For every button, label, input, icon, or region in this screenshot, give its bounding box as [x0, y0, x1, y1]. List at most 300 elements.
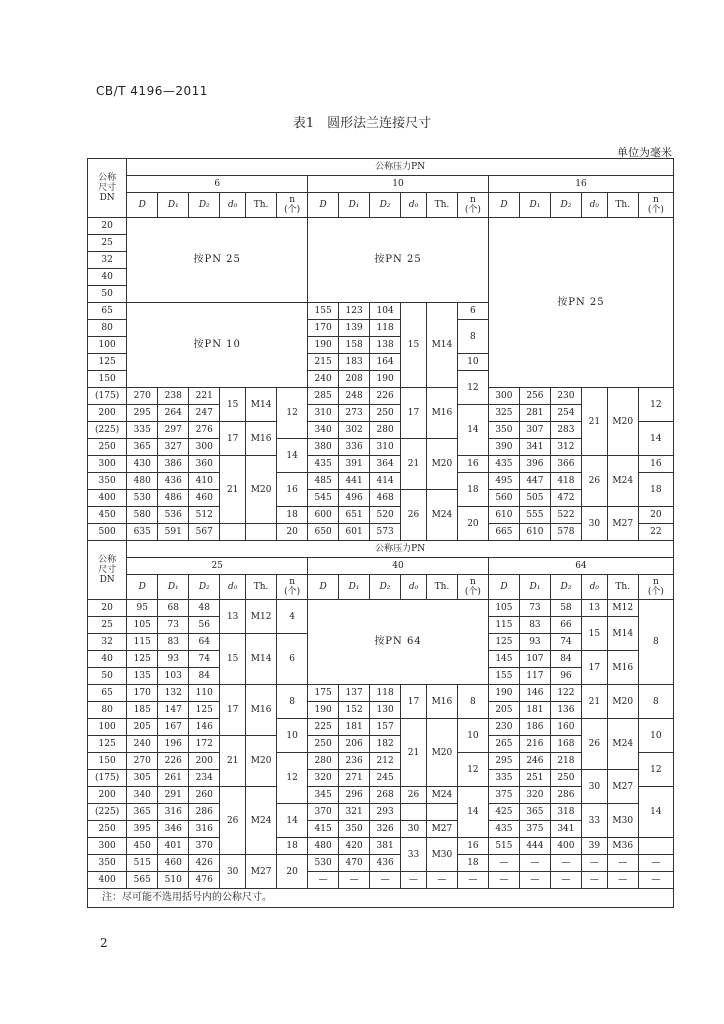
merged-cell: 14 — [638, 787, 673, 838]
table-cell: 256 — [519, 388, 550, 405]
column-label: D₁ — [158, 193, 189, 218]
table-row — [88, 218, 674, 235]
merged-cell: 12 — [457, 753, 488, 787]
table-cell: 283 — [550, 422, 581, 439]
table-cell: M36 — [607, 838, 638, 855]
table-cell: 425 — [488, 804, 519, 821]
table-cell: 145 — [488, 651, 519, 668]
table-cell: 300 — [189, 439, 220, 456]
merged-cell: M24 — [426, 490, 457, 541]
merged-cell: M20 — [246, 456, 277, 524]
merged-cell: 20 — [277, 855, 308, 889]
table-row — [88, 804, 674, 821]
table-cell: 364 — [370, 456, 401, 473]
table-cell: 366 — [550, 456, 581, 473]
table-cell: 158 — [339, 337, 370, 354]
merged-cell: 21 — [581, 685, 607, 719]
table-cell: 396 — [519, 456, 550, 473]
dn-cell: (175) — [88, 388, 127, 405]
table-cell: 95 — [127, 600, 158, 617]
dn-cell: 350 — [88, 855, 127, 872]
table-cell: 375 — [519, 821, 550, 838]
table-cell: 270 — [127, 388, 158, 405]
table-cell: 285 — [308, 388, 339, 405]
table-cell: 240 — [308, 371, 339, 388]
table-cell: 234 — [189, 770, 220, 787]
table-cell: M24 — [426, 787, 457, 804]
column-label: D₂ — [189, 193, 220, 218]
column-label: Th. — [246, 575, 277, 600]
table-cell: 125 — [189, 702, 220, 719]
table-cell: 341 — [550, 821, 581, 838]
merged-cell: 18 — [638, 473, 673, 507]
dn-cell: 20 — [88, 600, 127, 617]
merged-cell: 33 — [581, 804, 607, 838]
merged-cell: 4 — [277, 600, 308, 634]
column-label: Th. — [426, 575, 457, 600]
table-cell: 104 — [370, 303, 401, 320]
table-cell: 346 — [158, 821, 189, 838]
merged-cell — [220, 524, 246, 541]
table-cell: 591 — [158, 524, 189, 541]
table-cell: 326 — [370, 821, 401, 838]
table-cell: 6 — [457, 303, 488, 320]
table-cell: 276 — [189, 422, 220, 439]
table-row — [88, 855, 674, 872]
refer-note: 按PN 10 — [127, 303, 308, 388]
table-cell: 286 — [550, 787, 581, 804]
dn-cell: 150 — [88, 753, 127, 770]
dn-cell: 50 — [88, 286, 127, 303]
table-cell: 391 — [339, 456, 370, 473]
table-cell: 350 — [488, 422, 519, 439]
table-cell: 305 — [127, 770, 158, 787]
table-cell: 300 — [488, 388, 519, 405]
dn-cell: 400 — [88, 490, 127, 507]
table-cell: 73 — [519, 600, 550, 617]
table-cell: 480 — [308, 838, 339, 855]
table-cell: 318 — [550, 804, 581, 821]
merged-cell: 12 — [638, 753, 673, 787]
table-cell: 172 — [189, 736, 220, 753]
table-cell: 610 — [519, 524, 550, 541]
table-cell: 297 — [158, 422, 189, 439]
column-label: d₀ — [581, 575, 607, 600]
dn-cell: 50 — [88, 668, 127, 685]
table-cell: 335 — [127, 422, 158, 439]
table-cell — [401, 804, 427, 821]
table-cell: 16 — [457, 838, 488, 855]
table-cell: 248 — [339, 388, 370, 405]
table-cell: 268 — [370, 787, 401, 804]
table-cell: 125 — [488, 634, 519, 651]
table-cell: 370 — [308, 804, 339, 821]
table-cell: 146 — [519, 685, 550, 702]
merged-cell: 14 — [457, 405, 488, 456]
merged-cell: 13 — [220, 600, 246, 634]
dn-cell: 200 — [88, 405, 127, 422]
merged-cell: M24 — [246, 787, 277, 855]
table-cell: 264 — [158, 405, 189, 422]
merged-cell: M12 — [246, 600, 277, 634]
table-cell: 460 — [158, 855, 189, 872]
table-cell: 280 — [370, 422, 401, 439]
merged-cell: 21 — [220, 456, 246, 524]
table-cell: 205 — [488, 702, 519, 719]
header-row — [88, 193, 674, 218]
dn-cell: 40 — [88, 269, 127, 286]
table-cell: 170 — [308, 320, 339, 337]
table-cell: 105 — [127, 617, 158, 634]
merged-cell: 8 — [638, 600, 673, 685]
table-cell: 444 — [519, 838, 550, 855]
merged-cell: M16 — [246, 685, 277, 736]
table-cell: 26 — [401, 787, 427, 804]
header-row — [88, 575, 674, 600]
table-cell: 183 — [339, 354, 370, 371]
table-cell: 447 — [519, 473, 550, 490]
table-cell: 302 — [339, 422, 370, 439]
table-row — [88, 770, 674, 787]
merged-cell: 15 — [220, 388, 246, 422]
merged-cell: M16 — [246, 422, 277, 456]
merged-cell: M30 — [607, 804, 638, 838]
table-cell: 240 — [127, 736, 158, 753]
table-cell: — — [488, 872, 519, 889]
table-cell: 138 — [370, 337, 401, 354]
table-cell: 68 — [158, 600, 189, 617]
table-cell: 530 — [308, 855, 339, 872]
dn-cell: 200 — [88, 787, 127, 804]
table-cell: 365 — [127, 804, 158, 821]
table-cell: 190 — [308, 337, 339, 354]
table-cell: 215 — [308, 354, 339, 371]
table-cell: 160 — [550, 719, 581, 736]
table-row — [88, 838, 674, 855]
table-cell: 181 — [339, 719, 370, 736]
dn-cell: 100 — [88, 337, 127, 354]
table-cell: 485 — [308, 473, 339, 490]
table-cell: 512 — [189, 507, 220, 524]
header-row — [88, 541, 674, 558]
pn-value: 64 — [488, 558, 673, 575]
table-cell: 435 — [488, 821, 519, 838]
note-row — [88, 889, 674, 908]
table-cell: 395 — [127, 821, 158, 838]
merged-cell: 20 — [457, 507, 488, 541]
merged-cell: 8 — [457, 320, 488, 354]
table-cell: M12 — [607, 600, 638, 617]
merged-cell: 8 — [457, 685, 488, 719]
column-label: n (个) — [638, 193, 673, 218]
table-cell: 115 — [127, 634, 158, 651]
merged-cell: 17 — [401, 685, 427, 719]
dn-cell: (225) — [88, 804, 127, 821]
pn-value: 40 — [308, 558, 489, 575]
table-cell: 435 — [488, 456, 519, 473]
unit-note: 单位为毫米 — [617, 146, 672, 159]
table-cell: 251 — [519, 770, 550, 787]
header-row — [88, 159, 674, 176]
merged-cell: M27 — [246, 855, 277, 889]
flange-dimension-table — [87, 158, 674, 908]
table-cell: 350 — [339, 821, 370, 838]
merged-cell: 6 — [277, 634, 308, 685]
table-cell: 401 — [158, 838, 189, 855]
table-cell: — — [638, 855, 673, 872]
table-cell: 83 — [519, 617, 550, 634]
table-cell: 555 — [519, 507, 550, 524]
merged-cell: 26 — [220, 787, 246, 855]
table-cell: 436 — [370, 855, 401, 872]
table-cell: 320 — [308, 770, 339, 787]
table-cell: 18 — [277, 838, 308, 855]
table-cell: 312 — [550, 439, 581, 456]
merged-cell: 26 — [581, 456, 607, 507]
merged-cell: 17 — [220, 422, 246, 456]
column-label: D — [308, 193, 339, 218]
table-cell: 310 — [370, 439, 401, 456]
table-cell: — — [607, 855, 638, 872]
dn-cell: 300 — [88, 838, 127, 855]
table-cell: 345 — [308, 787, 339, 804]
merged-cell: 14 — [277, 439, 308, 473]
dn-cell: 20 — [88, 218, 127, 235]
table-cell: 139 — [339, 320, 370, 337]
table-cell: 291 — [158, 787, 189, 804]
table-cell: 496 — [339, 490, 370, 507]
table-cell: 216 — [519, 736, 550, 753]
column-label: D — [488, 193, 519, 218]
table-cell: — — [638, 872, 673, 889]
merged-cell: M16 — [426, 685, 457, 719]
merged-cell: 18 — [457, 473, 488, 507]
dn-cell: 250 — [88, 821, 127, 838]
merged-cell: 12 — [277, 753, 308, 804]
table-cell: 316 — [158, 804, 189, 821]
table-cell: 486 — [158, 490, 189, 507]
table-cell: 515 — [127, 855, 158, 872]
refer-note: 按PN 64 — [308, 600, 489, 685]
table-cell: 310 — [308, 405, 339, 422]
table-cell: 340 — [127, 787, 158, 804]
table-cell: 320 — [519, 787, 550, 804]
table-cell: 64 — [189, 634, 220, 651]
merged-cell: 30 — [220, 855, 246, 889]
table-cell: — — [370, 872, 401, 889]
table-cell: 470 — [339, 855, 370, 872]
table-cell: 93 — [158, 651, 189, 668]
dn-cell: 125 — [88, 736, 127, 753]
table-cell: 30 — [401, 821, 427, 838]
merged-cell: 17 — [581, 651, 607, 685]
table-cell: 115 — [488, 617, 519, 634]
table-cell: — — [308, 872, 339, 889]
dn-cell: 80 — [88, 320, 127, 337]
table-cell: 325 — [488, 405, 519, 422]
merged-cell: 8 — [277, 685, 308, 719]
table-cell: 650 — [308, 524, 339, 541]
table-cell: 190 — [308, 702, 339, 719]
column-label: D₁ — [158, 575, 189, 600]
table-cell: 386 — [158, 456, 189, 473]
table-cell: 472 — [550, 490, 581, 507]
merged-cell: 21 — [401, 719, 427, 787]
table-cell: — — [550, 872, 581, 889]
table-cell: 83 — [158, 634, 189, 651]
table-cell: 336 — [339, 439, 370, 456]
table-cell: 218 — [550, 753, 581, 770]
table-cell: 580 — [127, 507, 158, 524]
merged-cell: 33 — [401, 838, 427, 872]
table-cell: 468 — [370, 490, 401, 507]
merged-cell: 16 — [277, 473, 308, 507]
table-cell: — — [339, 872, 370, 889]
table-cell: 307 — [519, 422, 550, 439]
merged-cell: M14 — [426, 303, 457, 388]
table-cell: 13 — [581, 600, 607, 617]
table-cell: 186 — [519, 719, 550, 736]
table-cell: 381 — [370, 838, 401, 855]
table-cell: 316 — [189, 821, 220, 838]
dn-cell: 400 — [88, 872, 127, 889]
merged-cell: M20 — [426, 719, 457, 787]
column-label: D — [488, 575, 519, 600]
column-label: D₂ — [550, 193, 581, 218]
table-cell: 123 — [339, 303, 370, 320]
table-cell: 567 — [189, 524, 220, 541]
merged-cell — [246, 524, 277, 541]
table-cell: — — [607, 872, 638, 889]
table-cell: 230 — [550, 388, 581, 405]
table-cell: 74 — [189, 651, 220, 668]
column-label: D₁ — [519, 193, 550, 218]
table-row — [88, 872, 674, 889]
dn-cell: 300 — [88, 456, 127, 473]
table-row — [88, 719, 674, 736]
table-cell: 73 — [158, 617, 189, 634]
table-cell: — — [401, 872, 427, 889]
column-label: D₁ — [339, 193, 370, 218]
table-cell: 545 — [308, 490, 339, 507]
table-cell: 22 — [638, 524, 673, 541]
table-cell: 250 — [370, 405, 401, 422]
merged-cell: 26 — [581, 719, 607, 770]
merged-cell: M20 — [246, 736, 277, 787]
table-cell: 450 — [127, 838, 158, 855]
pressure-header: 公称压力PN — [127, 159, 674, 176]
table-cell: — — [457, 872, 488, 889]
table-cell: 365 — [127, 439, 158, 456]
column-label: d₀ — [581, 193, 607, 218]
table-cell: 167 — [158, 719, 189, 736]
table-cell: 515 — [488, 838, 519, 855]
table-cell: 135 — [127, 668, 158, 685]
table-cell: — — [488, 855, 519, 872]
merged-cell: M14 — [246, 388, 277, 422]
table-cell: M27 — [426, 821, 457, 838]
table-cell: 400 — [550, 838, 581, 855]
table-cell: 436 — [158, 473, 189, 490]
merged-cell: M16 — [607, 651, 638, 685]
table-cell: 250 — [550, 770, 581, 787]
table-cell: 578 — [550, 524, 581, 541]
table-cell: 247 — [189, 405, 220, 422]
merged-cell: 8 — [638, 685, 673, 719]
table-cell: 230 — [488, 719, 519, 736]
refer-note: 按PN 25 — [308, 218, 489, 303]
dn-cell: (175) — [88, 770, 127, 787]
table-row — [88, 456, 674, 473]
table-cell: 418 — [550, 473, 581, 490]
table-cell: 58 — [550, 600, 581, 617]
column-label: n (个) — [277, 193, 308, 218]
table-cell: 460 — [189, 490, 220, 507]
table-cell: 20 — [638, 507, 673, 524]
table-cell: — — [581, 872, 607, 889]
dn-cell: 32 — [88, 252, 127, 269]
dn-cell: 25 — [88, 617, 127, 634]
table-cell: 152 — [339, 702, 370, 719]
table-footnote: 注：尽可能不选用括号内的公称尺寸。 — [88, 889, 674, 908]
table-cell: 414 — [370, 473, 401, 490]
merged-cell: 30 — [581, 507, 607, 541]
table-cell: 146 — [189, 719, 220, 736]
table-cell: 164 — [370, 354, 401, 371]
pn-value: 10 — [308, 176, 489, 193]
table-cell: 327 — [158, 439, 189, 456]
column-label: n (个) — [457, 193, 488, 218]
table-cell: 110 — [189, 685, 220, 702]
table-cell: 84 — [189, 668, 220, 685]
dn-cell: 125 — [88, 354, 127, 371]
column-label: n (个) — [277, 575, 308, 600]
merged-cell: M20 — [426, 439, 457, 490]
pn-value: 6 — [127, 176, 308, 193]
dn-cell: 350 — [88, 473, 127, 490]
merged-cell: 21 — [401, 439, 427, 490]
merged-cell: 10 — [277, 719, 308, 753]
table-cell: 530 — [127, 490, 158, 507]
column-label: D₂ — [370, 193, 401, 218]
table-cell: 117 — [519, 668, 550, 685]
dn-cell: 25 — [88, 235, 127, 252]
table-cell: 74 — [550, 634, 581, 651]
table-cell: 665 — [488, 524, 519, 541]
table-cell: 56 — [189, 617, 220, 634]
table-cell: 103 — [158, 668, 189, 685]
table-cell: 495 — [488, 473, 519, 490]
table-cell: — — [519, 872, 550, 889]
table-cell: 254 — [550, 405, 581, 422]
merged-cell: M24 — [607, 719, 638, 770]
merged-cell: 15 — [581, 617, 607, 651]
header-row — [88, 558, 674, 575]
column-label: d₀ — [401, 575, 427, 600]
column-label: D — [127, 193, 158, 218]
merged-cell: M27 — [607, 507, 638, 541]
table-cell: 505 — [519, 490, 550, 507]
table-cell: 20 — [277, 524, 308, 541]
table-cell: 601 — [339, 524, 370, 541]
table-cell: 375 — [488, 787, 519, 804]
standard-number: CB/T 4196—2011 — [96, 84, 208, 98]
table-cell: 125 — [127, 651, 158, 668]
table-cell — [426, 804, 457, 821]
table-cell: 205 — [127, 719, 158, 736]
table-cell: 573 — [370, 524, 401, 541]
merged-cell: 17 — [401, 388, 427, 439]
